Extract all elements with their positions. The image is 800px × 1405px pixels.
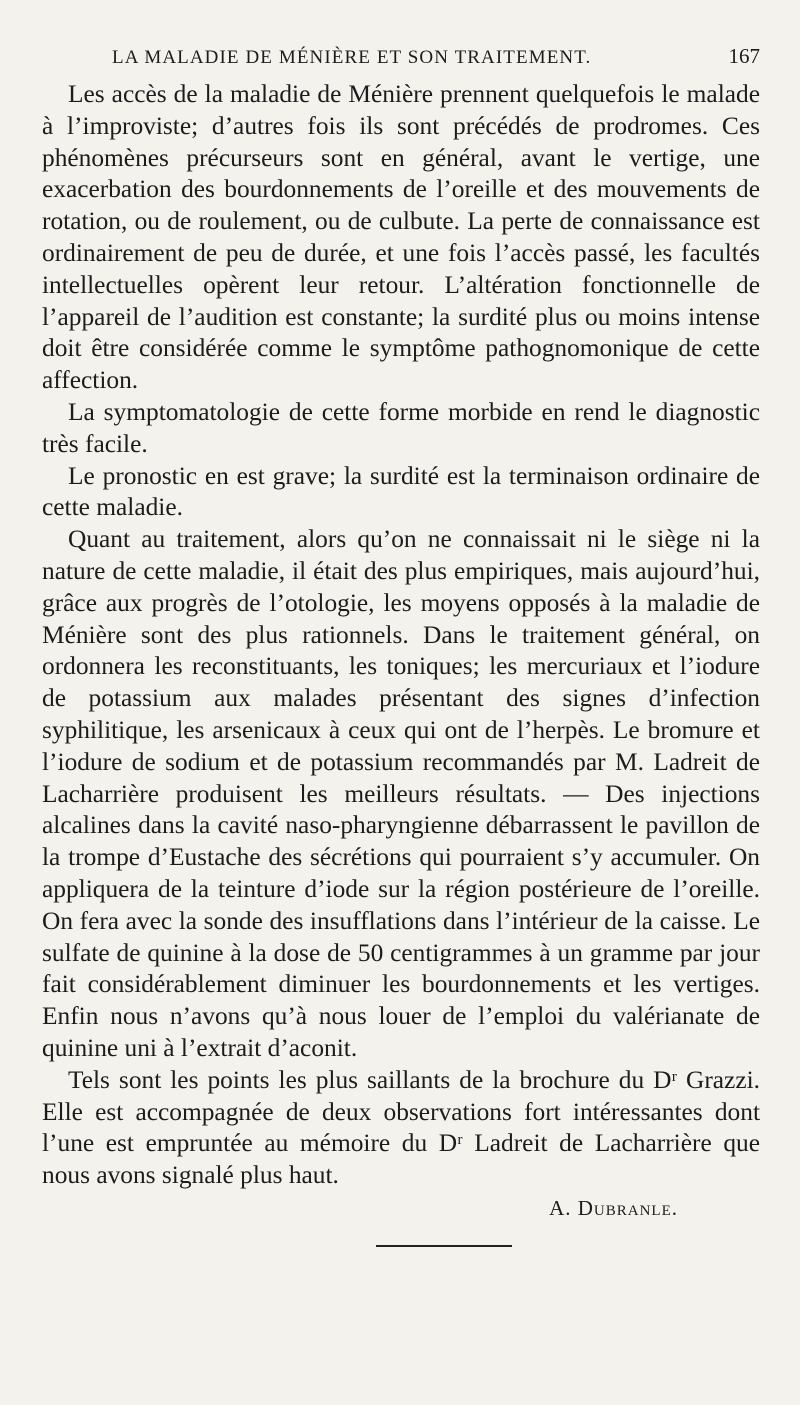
running-title: LA MALADIE DE MÉNIÈRE ET SON TRAITEMENT. [112,47,592,68]
signature-initial: A. [549,1195,572,1220]
paragraph-pronostic: Le pronostic en est grave; la surdité est la terminaison ordinaire de cette maladie. [42,461,760,522]
paragraph-diagnostic: La symptomatologie de cette forme morbide en rend le diagnostic très facile. [42,397,760,458]
closing-rule [376,1245,512,1247]
running-head [112,44,760,69]
paragraph-conclusion: Tels sont les points les plus saillants de la brochure du Dʳ Grazzi. Elle est accompagnée de deux observations fort intéressantes dont l’une est empruntée au mémoire du Dʳ Ladreit de Lacharrière que nous avons signalé plus haut. [42,1065,760,1190]
paragraph-traitement: Quant au traitement, alors qu’on ne connaissait ni le siège ni la nature de cette maladie, il était des plus empiriques, mais aujourd’hui, grâce aux progrès de l’otologie, les moyens opposés à la maladie de Ménière sont des plus rationnels. Dans le traitement général, on ordonnera les reconstituants, les toniques; les mercuriaux et l’iodure de potassium aux malades présentant des signes d’infection syphilitique, les arsenicaux à ceux qui ont de l’herpès. Le bromure et l’iodure de sodium et de potassium recommandés par M. Ladreit de Lacharrière produisent les meilleurs résultats. — Des injections alcalines dans la cavité naso-pharyngienne débarrassent le pavillon de la trompe d’Eustache des sécrétions qui pourraient s’y accumuler. On appliquera de la teinture d’iode sur la région postérieure de l’oreille. On fera avec la sonde des insufflations dans l’intérieur de la caisse. Le sulfate de quinine à la dose de 50 centigrammes à un gramme par jour fait considérablement diminuer les bourdonnements et les vertiges. Enfin nous n’avons qu’à nous louer de l’emploi du valérianate de quinine uni à l’extrait d’aconit. [42,525,760,1062]
body-text [42,79,760,1192]
author-signature [42,1196,678,1221]
page-number: 167 [728,44,760,68]
paragraph-prodromes: Les accès de la maladie de Ménière prennent quelquefois le malade à l’improviste; d’autres fois ils sont précédés de prodromes. Ces phénomènes précurseurs sont en général, avant le vertige, une exacerbation des bourdonnements de l’oreille et des mouvements de rotation, ou de roulement, ou de culbute. La perte de connaissance est ordinairement de peu de durée, et une fois l’accès passé, les facultés intellectuelles opèrent leur retour. L’altération fonctionnelle de l’appareil de l’audition est constante; la surdité plus ou moins intense doit être considérée comme le symptôme pathognomonique de cette affection. [42,80,760,395]
signature-surname: Dubranle. [577,1195,678,1220]
